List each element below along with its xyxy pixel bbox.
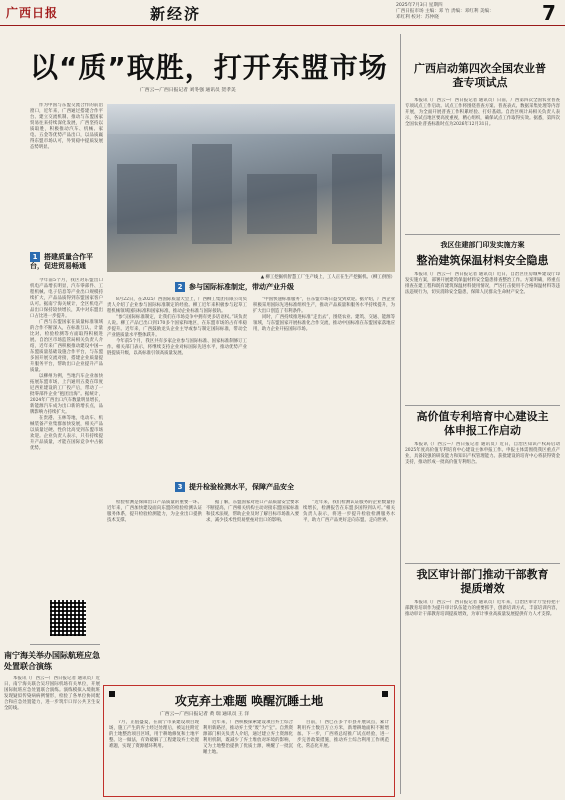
section-number-badge: 2 <box>175 282 185 292</box>
main-headline: 以“质”取胜，打开东盟市场 <box>30 51 388 84</box>
issue-date: 2025年7月3日 星期四 <box>396 3 443 8</box>
section-number-badge: 1 <box>30 252 40 262</box>
sidebar-story-3-text: 本报讯（广西云—广西日报记者 通讯员）近日，自治区知识产权局启动2025年度高价值专利培育中心建设主体申报工作。申报主体需围绕我区重点产业，具备较强的研发能力和知识产权管理能力。获批建设的培育中心将获得资金支持，推动形成一批高价值专利组合。 <box>405 442 560 465</box>
issue-info <box>396 3 536 21</box>
feature-headline: 攻克弃土难题 唤醒沉睡土地 <box>174 694 324 708</box>
sidebar-subheadline-2: 我区住建部门印发实施方案 <box>440 241 525 249</box>
sidebar-story-4-text: 本报讯（广西云—广西日报记者 通讯员）近年来，自治区审计厅坚持把干部教育培训作为提升审计队伍能力的重要抓手，创新培训方式，丰富培训内容，推动审计干部教育培训提质增效，为审计事业高质量发展提供有力人才支撑。 <box>405 600 560 617</box>
bottom-left-column-text: 检验检测是保障出口产品质量的重要一环。近年来，广西加快建设面向东盟的检验检测认证服务体系，提升检验检测能力，为企业出口提供技术支撑。 <box>107 500 202 523</box>
feature-column-3: 目前，广西已在多个市县开展试点，累计利用弃土数百万立方米，新增耕地面积不断增加。下一步，广西将总结推广试点经验，进一步完善政策措施，推动弃土综合利用工作规范化、常态化开展。 <box>297 720 389 749</box>
feature-column-1: 7月，正值盛夏，在南宁市某建设项目现场，施工产生的弃土经过处理后，被运往附近的土地整治项目区域，用于耕地修复和土地平整。这一做法，有效破解了工程建设弃土处置难题，实现了资源循环利用。 <box>109 720 199 749</box>
column-divider <box>400 34 401 794</box>
subhead-2: 2 参与国际标准制定，带动产业升级 <box>175 282 294 292</box>
sidebar-headline-3: 高价值专利培育中心建设主体申报工作启动 <box>416 410 549 437</box>
sidebar-divider <box>405 563 560 564</box>
feature-column-2: 近年来，广西积极探索建设项目弃土综合利用新路径，推动弃土变“废”为“宝”。自然资源部门相关负责人介绍，通过建立弃土资源化利用机制，既减少了弃土堆放对环境的影响，又为土地整治提供了优质土源，唤醒了一批沉睡土地。 <box>203 720 293 755</box>
masthead <box>0 0 565 26</box>
feature-byline: 广西云—广西日报记者 黄 瑞 通讯员 王 洋 <box>160 712 250 717</box>
left-column-text: 今年前5个月，我区对东盟出口机电产品增长明显，汽车零部件、工程机械、电子信息等产业出口规模持续扩大，产品品质得到东盟国家客户认可。据南宁海关统计，全区机电产品出口保持较快增长，其中对东盟出口占比进一步提升。 广西与东盟国家在质量标准领域的合作不断深入，在标准互认、计量比对、检验检测等方面取得积极进展。自治区市场监管局相关负责人介绍，近年来广西积极推动建设中国—东盟质量基础设施合作平台，与东盟多国开展交流对接，搭建企业质量提升服务平台，帮助出口企业提升产品质量。 以柳州为例，当地汽车企业加快拓展东盟市场，上汽通用五菱在印度尼西亚建设的工厂投产后，带动了一批零部件企业“抱团出海”。据统计，2024年广西出口汽车数量明显增长，新能源汽车成为出口新的增长点，品牌影响力持续扩大。 在贵港、玉林等地，电动车、机械装备产业集群加快发展，相关产品以质量过硬、性价比高受到东盟市场欢迎。企业负责人表示，只有持续提升产品质量，才能在国际竞争中占据优势。 <box>30 278 103 451</box>
sidebar-headline-4: 我区审计部门推动干部教育提质增效 <box>416 568 549 595</box>
page-number: 7 <box>542 1 556 25</box>
issue-editors: 广西日报市场 主编：邓 竹 责编：邓红利 美编： <box>396 9 494 14</box>
left-bottom-text: 本报讯（广西云—广西日报记者 通讯员）近日，南宁海关联合吴圩国际机场有关单位，开展国际航班应急处置联合演练。演练模拟入境航班发现疑似传染病病例情形，检验了各单位协同配合和应急处置能力，进一步筑牢口岸公共卫生安全防线。 <box>4 676 100 711</box>
section-divider <box>30 644 100 645</box>
bottom-middle-column-text: 据了解，东盟国家对进口产品质量安全要求不断提高，广西相关机构主动对接东盟国家标准和技术法规，帮助企业及时了解目标市场准入要求，减少技术性贸易壁垒对出口的影响。 <box>206 500 299 523</box>
sidebar-headline-1: 广西启动第四次全国农业普查专项试点 <box>414 62 546 89</box>
main-byline: 广西云—广西日报记者 刘冬强 通讯员 贺孝美 <box>140 88 236 93</box>
factory-photo <box>107 104 395 272</box>
subhead-1: 1 搭建质量合作平台，促进贸易畅通 <box>30 253 93 270</box>
subhead-3: 3 提升检验检测水平，保障产品安全 <box>175 482 294 492</box>
section-title: 新经济 <box>150 5 202 23</box>
intro-paragraph: 作为中国与东盟交流合作的前沿窗口，近年来，广西通过搭建合作平台、建立交流机制、推动与东盟国家贸易往来持续深化发展，广西坚持以质取胜，积极推动汽车、机械、家电、五金等优势产品出口，以品质赢得东盟市场认可，外贸稳中提质发展态势明显。 <box>30 103 103 150</box>
sidebar-divider <box>405 234 560 235</box>
right-column-text: “中国快递标准服务”，在东盟市场日益受到欢迎。据介绍，广西企业积极采用国际先进标准组织生产，推动产品质量和服务水平持续提升，为扩大出口创造了有利条件。 同时，广西持续推进标准“走出去”，围绕农业、建筑、交通、能源等领域，与东盟国家开展标准化合作交流，推动中国标准在东盟国家落地应用，助力企业开拓国际市场。 <box>253 297 395 332</box>
section-number-badge: 3 <box>175 482 185 492</box>
issue-proof: 邓红利 校对：苏仲晓 <box>396 15 439 20</box>
bottom-right-column-text: “近年来，我们检测认证服务的企业数量持续增长，检测报告在东盟多国得到认可。”相关负责人表示，将进一步提升检验检测服务水平，助力广西产品更好走向东盟、走向世界。 <box>303 500 395 523</box>
left-bottom-headline: 南宁海关举办国际航班应急处置联合演练 <box>4 651 100 671</box>
sidebar-story-2-text: 本报讯（广西云—广西日报记者 通讯员）近日，自治区住房城乡建设厅印发实施方案，部署开展建筑保温材料安全隐患排查整治工作。方案明确，将重点排查在建工程和既有建筑保温材料使用情况，严厉打击使用不合格保温材料等违法违规行为，切实消除安全隐患，保障人民群众生命财产安全。 <box>405 272 560 295</box>
sidebar-story-1-text: 本报讯（广西云—广西日报记者 通讯员）日前，广西第四次全国农业普查专项试点工作启动。试点工作将围绕普查方案、普查表式、数据采集处理等内容开展，为全面开展普查工作积累经验、打好基础。自治区统计局相关负责人表示，各试点地区要高度重视，精心组织，确保试点工作取得实效。据悉，第四次全国农业普查标准时点为2026年12月31日。 <box>405 98 560 127</box>
qr-code <box>50 600 86 636</box>
middle-column-text: 8月22日，在2025广西国际质量大会上，广西柳工集团有限公司负责人介绍了企业参与国际标准制定的经验。柳工近年来积极参与起草工程机械领域国际标准和国家标准，推动企业标准与国际接轨。 “参与国际标准制定，让我们在市场竞争中拥有更多话语权。”该负责人说。柳工产品已出口到170多个国家和地区，在东盟市场的占有率稳步提升。近年来，广西鼓励龙头企业主导或参与制定国际标准，带动全产业链质量水平整体跃升。 今年前5个月，我区共有多家企业参与国际标准、国家标准制修订工作。相关部门表示，将继续支持企业对标国际先进水平，推动优势产业链提质升级，以高标准引领高质量发展。 <box>107 297 247 356</box>
sidebar-divider <box>405 405 560 406</box>
newspaper-logo: 广西日报 <box>6 6 59 20</box>
sidebar-headline-2: 整治建筑保温材料安全隐患 <box>416 254 549 267</box>
photo-caption: ▲ 柳工挖掘机智慧工厂生产线上，工人正在生产挖掘机。（柳工供图） <box>260 275 395 280</box>
